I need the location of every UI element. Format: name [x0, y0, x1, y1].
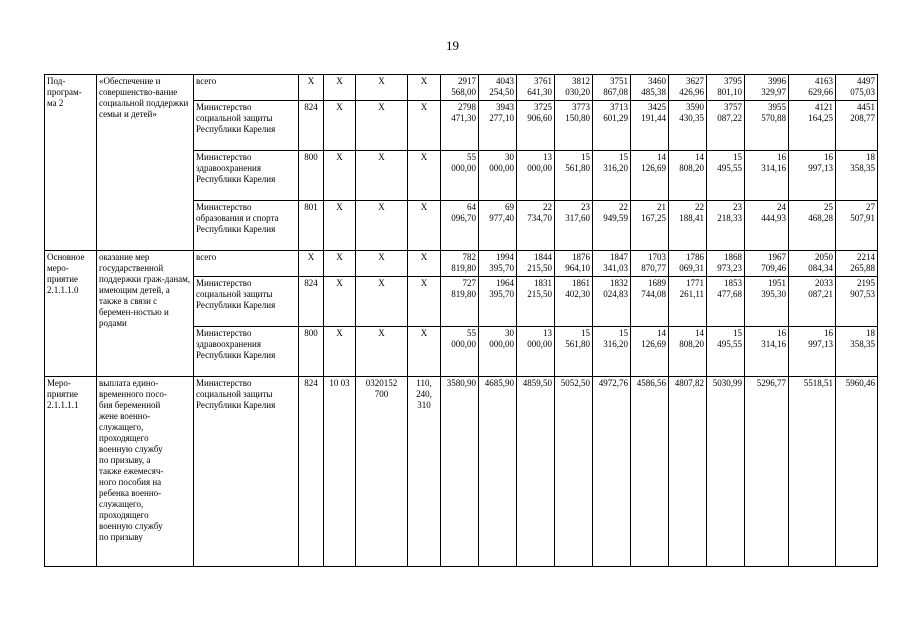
csr-code-cell: Х	[356, 277, 408, 327]
value-cell: 2050 084,34	[789, 251, 836, 277]
value-cell: 14 808,20	[669, 151, 707, 201]
value-cell: 2798 471,30	[441, 101, 479, 151]
value-cell: 55 000,00	[441, 151, 479, 201]
grbs-code-cell: 801	[299, 201, 324, 251]
value-cell: 5518,51	[789, 377, 836, 567]
vr-code-cell: Х	[408, 201, 441, 251]
value-cell: 3761 641,30	[517, 75, 555, 101]
value-cell: 55 000,00	[441, 327, 479, 377]
vr-code-cell: Х	[408, 101, 441, 151]
value-cell: 15 495,55	[707, 327, 745, 377]
value-cell: 16 997,13	[789, 327, 836, 377]
rzpr-code-cell: Х	[324, 151, 356, 201]
grbs-code-cell: 824	[299, 377, 324, 567]
rzpr-code-cell: Х	[324, 327, 356, 377]
executor-cell: Министерство здравоохранения Республики Карелия	[194, 151, 299, 201]
vr-code-cell: Х	[408, 251, 441, 277]
csr-code-cell: 0320152 700	[356, 377, 408, 567]
status-cell: Меро- приятие 2.1.1.1.1	[45, 377, 97, 567]
vr-code-cell: Х	[408, 327, 441, 377]
page-number: 19	[446, 38, 459, 53]
value-cell: 23 317,60	[555, 201, 593, 251]
value-cell: 18 358,35	[836, 151, 878, 201]
vr-code-cell: Х	[408, 277, 441, 327]
value-cell: 3627 426,96	[669, 75, 707, 101]
status-cell: Основное меро- приятие 2.1.1.1.0	[45, 251, 97, 377]
value-cell: 1868 973,23	[707, 251, 745, 277]
program-name-cell: оказание мер государственной поддержки граж-данам, имеющим детей, а также в связи с беремен-ностью и родами	[97, 251, 194, 377]
program-name-cell: выплата едино- временного посо- бия беременной жене военно- служащего, проходящего военную службу по призыву, а также ежемесяч- ного пособия на ребенка военно- служащего, проходящего военную службу по призыву	[97, 377, 194, 567]
value-cell: 3757 087,22	[707, 101, 745, 151]
value-cell: 1831 215,50	[517, 277, 555, 327]
value-cell: 16 314,16	[745, 151, 789, 201]
value-cell: 1853 477,68	[707, 277, 745, 327]
value-cell: 22 734,70	[517, 201, 555, 251]
value-cell: 1967 709,46	[745, 251, 789, 277]
table-row	[45, 377, 878, 567]
budget-table	[44, 74, 878, 567]
value-cell: 16 997,13	[789, 151, 836, 201]
value-cell: 1844 215,50	[517, 251, 555, 277]
value-cell: 15 495,55	[707, 151, 745, 201]
value-cell: 3713 601,29	[593, 101, 631, 151]
value-cell: 2033 087,21	[789, 277, 836, 327]
value-cell: 1994 395,70	[479, 251, 517, 277]
executor-cell: Министерство социальной защиты Республики Карелия	[194, 101, 299, 151]
value-cell: 22 188,41	[669, 201, 707, 251]
value-cell: 2195 907,53	[836, 277, 878, 327]
value-cell: 4163 629,66	[789, 75, 836, 101]
value-cell: 3812 030,20	[555, 75, 593, 101]
value-cell: 1703 870,77	[631, 251, 669, 277]
value-cell: 1786 069,31	[669, 251, 707, 277]
value-cell: 14 126,69	[631, 151, 669, 201]
value-cell: 4451 208,77	[836, 101, 878, 151]
value-cell: 27 507,91	[836, 201, 878, 251]
value-cell: 15 316,20	[593, 151, 631, 201]
executor-cell: Министерство социальной защиты Республики Карелия	[194, 277, 299, 327]
value-cell: 23 218,33	[707, 201, 745, 251]
value-cell: 3590 430,35	[669, 101, 707, 151]
value-cell: 3996 329,97	[745, 75, 789, 101]
value-cell: 14 126,69	[631, 327, 669, 377]
value-cell: 30 000,00	[479, 327, 517, 377]
value-cell: 15 316,20	[593, 327, 631, 377]
value-cell: 1861 402,30	[555, 277, 593, 327]
table-body	[45, 75, 878, 567]
program-name-cell: «Обеспечение и совершенство-вание социальной поддержки семьи и детей»	[97, 75, 194, 251]
rzpr-code-cell: Х	[324, 251, 356, 277]
grbs-code-cell: 800	[299, 327, 324, 377]
value-cell: 30 000,00	[479, 151, 517, 201]
value-cell: 14 808,20	[669, 327, 707, 377]
table-row	[45, 251, 878, 277]
value-cell: 3725 906,60	[517, 101, 555, 151]
vr-code-cell: 110, 240, 310	[408, 377, 441, 567]
value-cell: 3795 801,10	[707, 75, 745, 101]
value-cell: 21 167,25	[631, 201, 669, 251]
value-cell: 18 358,35	[836, 327, 878, 377]
value-cell: 1964 395,70	[479, 277, 517, 327]
value-cell: 4859,50	[517, 377, 555, 567]
csr-code-cell: Х	[356, 151, 408, 201]
csr-code-cell: Х	[356, 327, 408, 377]
value-cell: 5052,50	[555, 377, 593, 567]
rzpr-code-cell: Х	[324, 101, 356, 151]
value-cell: 13 000,00	[517, 327, 555, 377]
value-cell: 3955 570,88	[745, 101, 789, 151]
status-cell: Под- програм- ма 2	[45, 75, 97, 251]
value-cell: 5296,77	[745, 377, 789, 567]
rzpr-code-cell: Х	[324, 75, 356, 101]
grbs-code-cell: Х	[299, 75, 324, 101]
value-cell: 5960,46	[836, 377, 878, 567]
value-cell: 3943 277,10	[479, 101, 517, 151]
grbs-code-cell: Х	[299, 251, 324, 277]
value-cell: 24 444,93	[745, 201, 789, 251]
value-cell: 3580,90	[441, 377, 479, 567]
value-cell: 3425 191,44	[631, 101, 669, 151]
csr-code-cell: Х	[356, 201, 408, 251]
value-cell: 782 819,80	[441, 251, 479, 277]
executor-cell: всего	[194, 75, 299, 101]
executor-cell: всего	[194, 251, 299, 277]
executor-cell: Министерство здравоохранения Республики Карелия	[194, 327, 299, 377]
value-cell: 1847 341,03	[593, 251, 631, 277]
grbs-code-cell: 800	[299, 151, 324, 201]
value-cell: 3773 150,80	[555, 101, 593, 151]
value-cell: 1876 964,10	[555, 251, 593, 277]
value-cell: 25 468,28	[789, 201, 836, 251]
value-cell: 2917 568,00	[441, 75, 479, 101]
value-cell: 15 561,80	[555, 327, 593, 377]
grbs-code-cell: 824	[299, 101, 324, 151]
value-cell: 2214 265,88	[836, 251, 878, 277]
value-cell: 1951 395,30	[745, 277, 789, 327]
grbs-code-cell: 824	[299, 277, 324, 327]
value-cell: 64 096,70	[441, 201, 479, 251]
value-cell: 727 819,80	[441, 277, 479, 327]
value-cell: 16 314,16	[745, 327, 789, 377]
value-cell: 1771 261,11	[669, 277, 707, 327]
vr-code-cell: Х	[408, 151, 441, 201]
value-cell: 4685,90	[479, 377, 517, 567]
value-cell: 4586,56	[631, 377, 669, 567]
csr-code-cell: Х	[356, 101, 408, 151]
value-cell: 69 977,40	[479, 201, 517, 251]
value-cell: 4043 254,50	[479, 75, 517, 101]
table-row	[45, 75, 878, 101]
value-cell: 22 949,59	[593, 201, 631, 251]
value-cell: 4807,82	[669, 377, 707, 567]
executor-cell: Министерство образования и спорта Республики Карелия	[194, 201, 299, 251]
csr-code-cell: Х	[356, 251, 408, 277]
rzpr-code-cell: Х	[324, 277, 356, 327]
vr-code-cell: Х	[408, 75, 441, 101]
rzpr-code-cell: Х	[324, 201, 356, 251]
value-cell: 1832 024,83	[593, 277, 631, 327]
executor-cell: Министерство социальной защиты Республики Карелия	[194, 377, 299, 567]
value-cell: 13 000,00	[517, 151, 555, 201]
value-cell: 4972,76	[593, 377, 631, 567]
value-cell: 5030,99	[707, 377, 745, 567]
value-cell: 3751 867,08	[593, 75, 631, 101]
rzpr-code-cell: 10 03	[324, 377, 356, 567]
value-cell: 4121 164,25	[789, 101, 836, 151]
value-cell: 1689 744,08	[631, 277, 669, 327]
value-cell: 3460 485,38	[631, 75, 669, 101]
csr-code-cell: Х	[356, 75, 408, 101]
value-cell: 4497 075,03	[836, 75, 878, 101]
value-cell: 15 561,80	[555, 151, 593, 201]
